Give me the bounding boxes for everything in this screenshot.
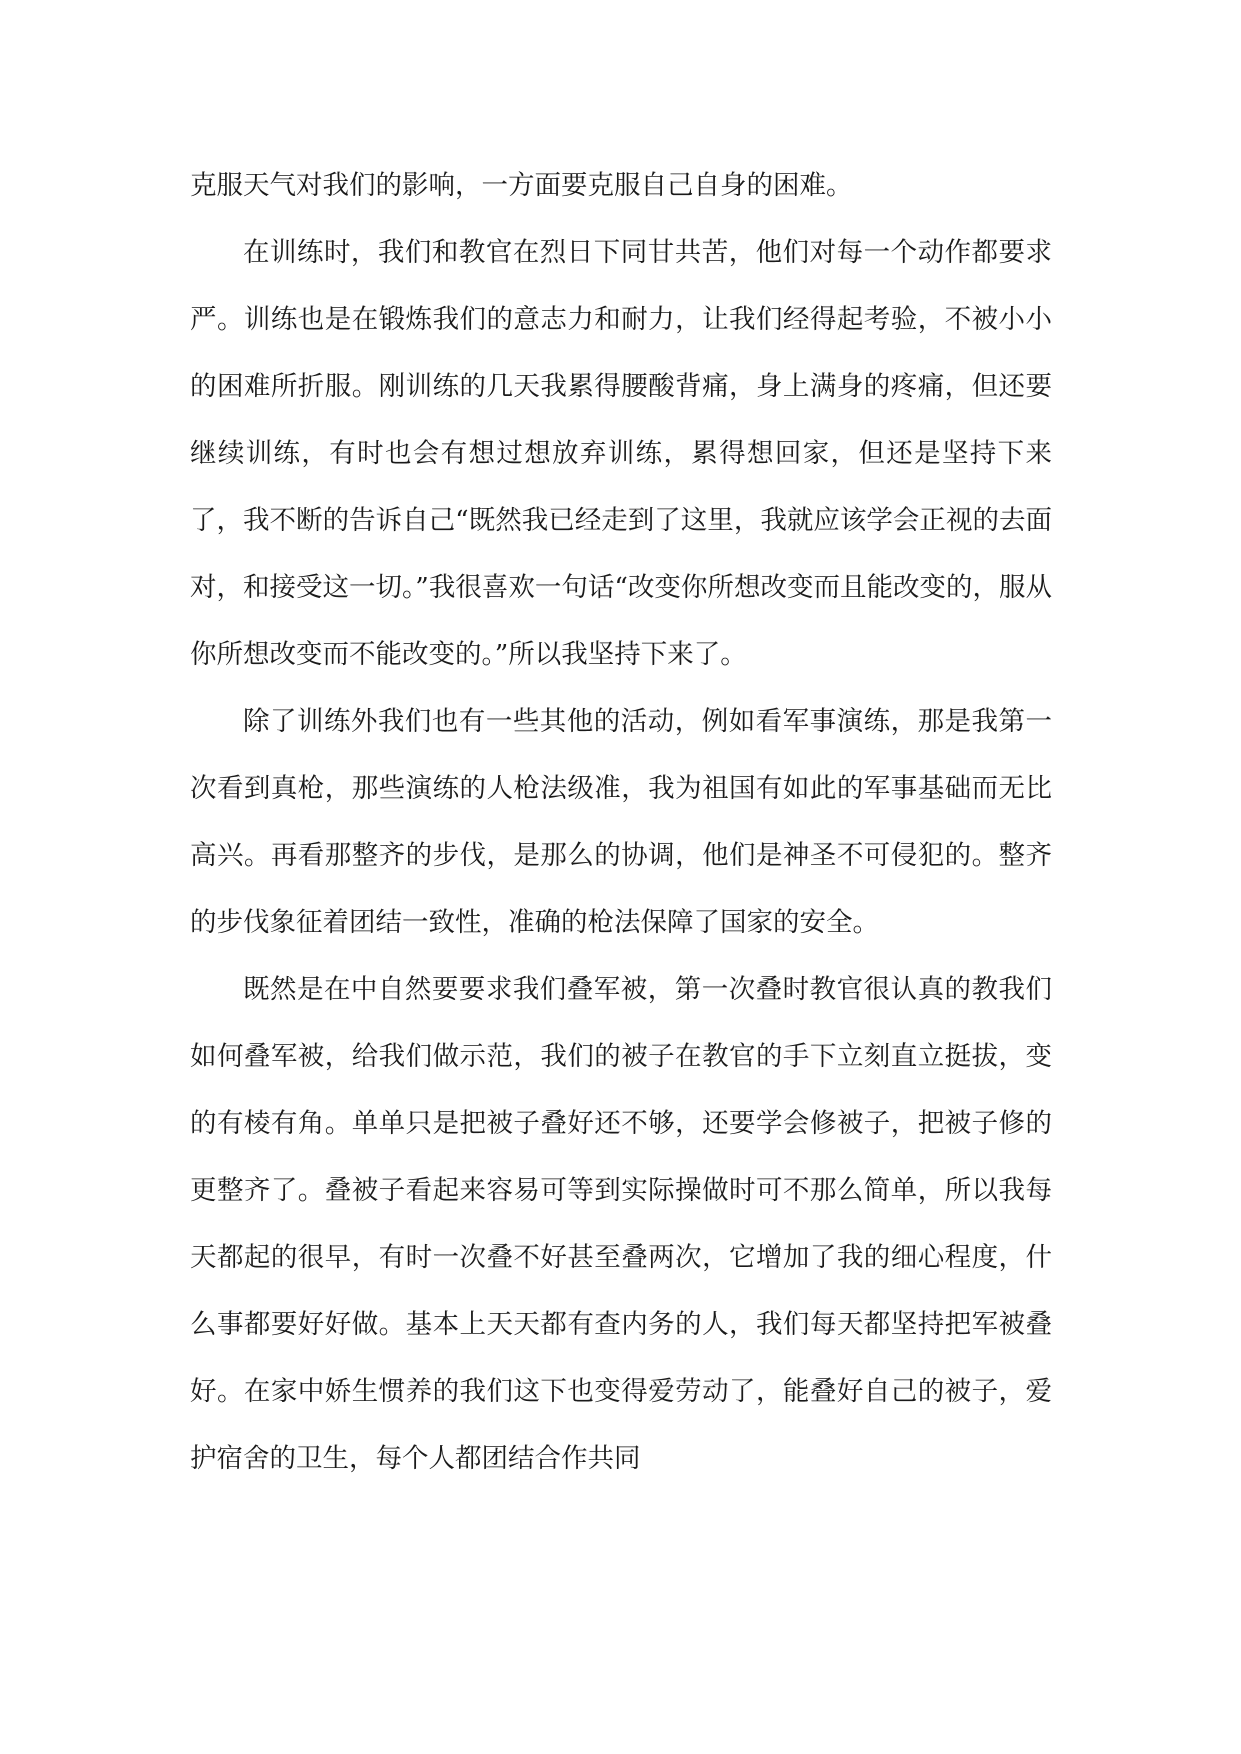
paragraph-military-drill: 除了训练外我们也有一些其他的活动，例如看军事演练，那是我第一次看到真枪，那些演练的人枪法级准，我为祖国有如此的军事基础而无比高兴。再看那整齐的步伐，是那么的协调，他们是神圣不可侵犯的。整齐的步伐象征着团结一致性，准确的枪法保障了国家的安全。 bbox=[190, 706, 1052, 938]
paragraph-continuation: 克服天气对我们的影响，一方面要克服自己自身的困难。 bbox=[190, 170, 853, 201]
paragraph-folding-quilt: 既然是在中自然要要求我们叠军被，第一次叠时教官很认真的教我们如何叠军被，给我们做示范，我们的被子在教官的手下立刻直立挺拔，变的有棱有角。单单只是把被子叠好还不够，还要学会修被子，把被子修的更整齐了。叠被子看起来容易可等到实际操做时可不那么简单，所以我每天都起的很早，有时一次叠不好甚至叠两次，它增加了我的细心程度，什么事都要好好做。基本上天天都有查内务的人，我们每天都坚持把军被叠好。在家中娇生惯养的我们这下也变得爱劳动了，能叠好自己的被子，爱护宿舍的卫生，每个人都团结合作共同 bbox=[190, 974, 1052, 1474]
paragraph-training: 在训练时，我们和教官在烈日下同甘共苦，他们对每一个动作都要求严。训练也是在锻炼我们的意志力和耐力，让我们经得起考验，不被小小的困难所折服。刚训练的几天我累得腰酸背痛，身上满身的疼痛，但还要继续训练，有时也会有想过想放弃训练，累得想回家，但还是坚持下来了，我不断的告诉自己“既然我已经走到了这里，我就应该学会正视的去面对，和接受这一切。”我很喜欢一句话“改变你所想改变而且能改变的，服从你所想改变而不能改变的。”所以我坚持下来了。 bbox=[190, 237, 1052, 670]
document-page bbox=[190, 152, 1052, 1492]
